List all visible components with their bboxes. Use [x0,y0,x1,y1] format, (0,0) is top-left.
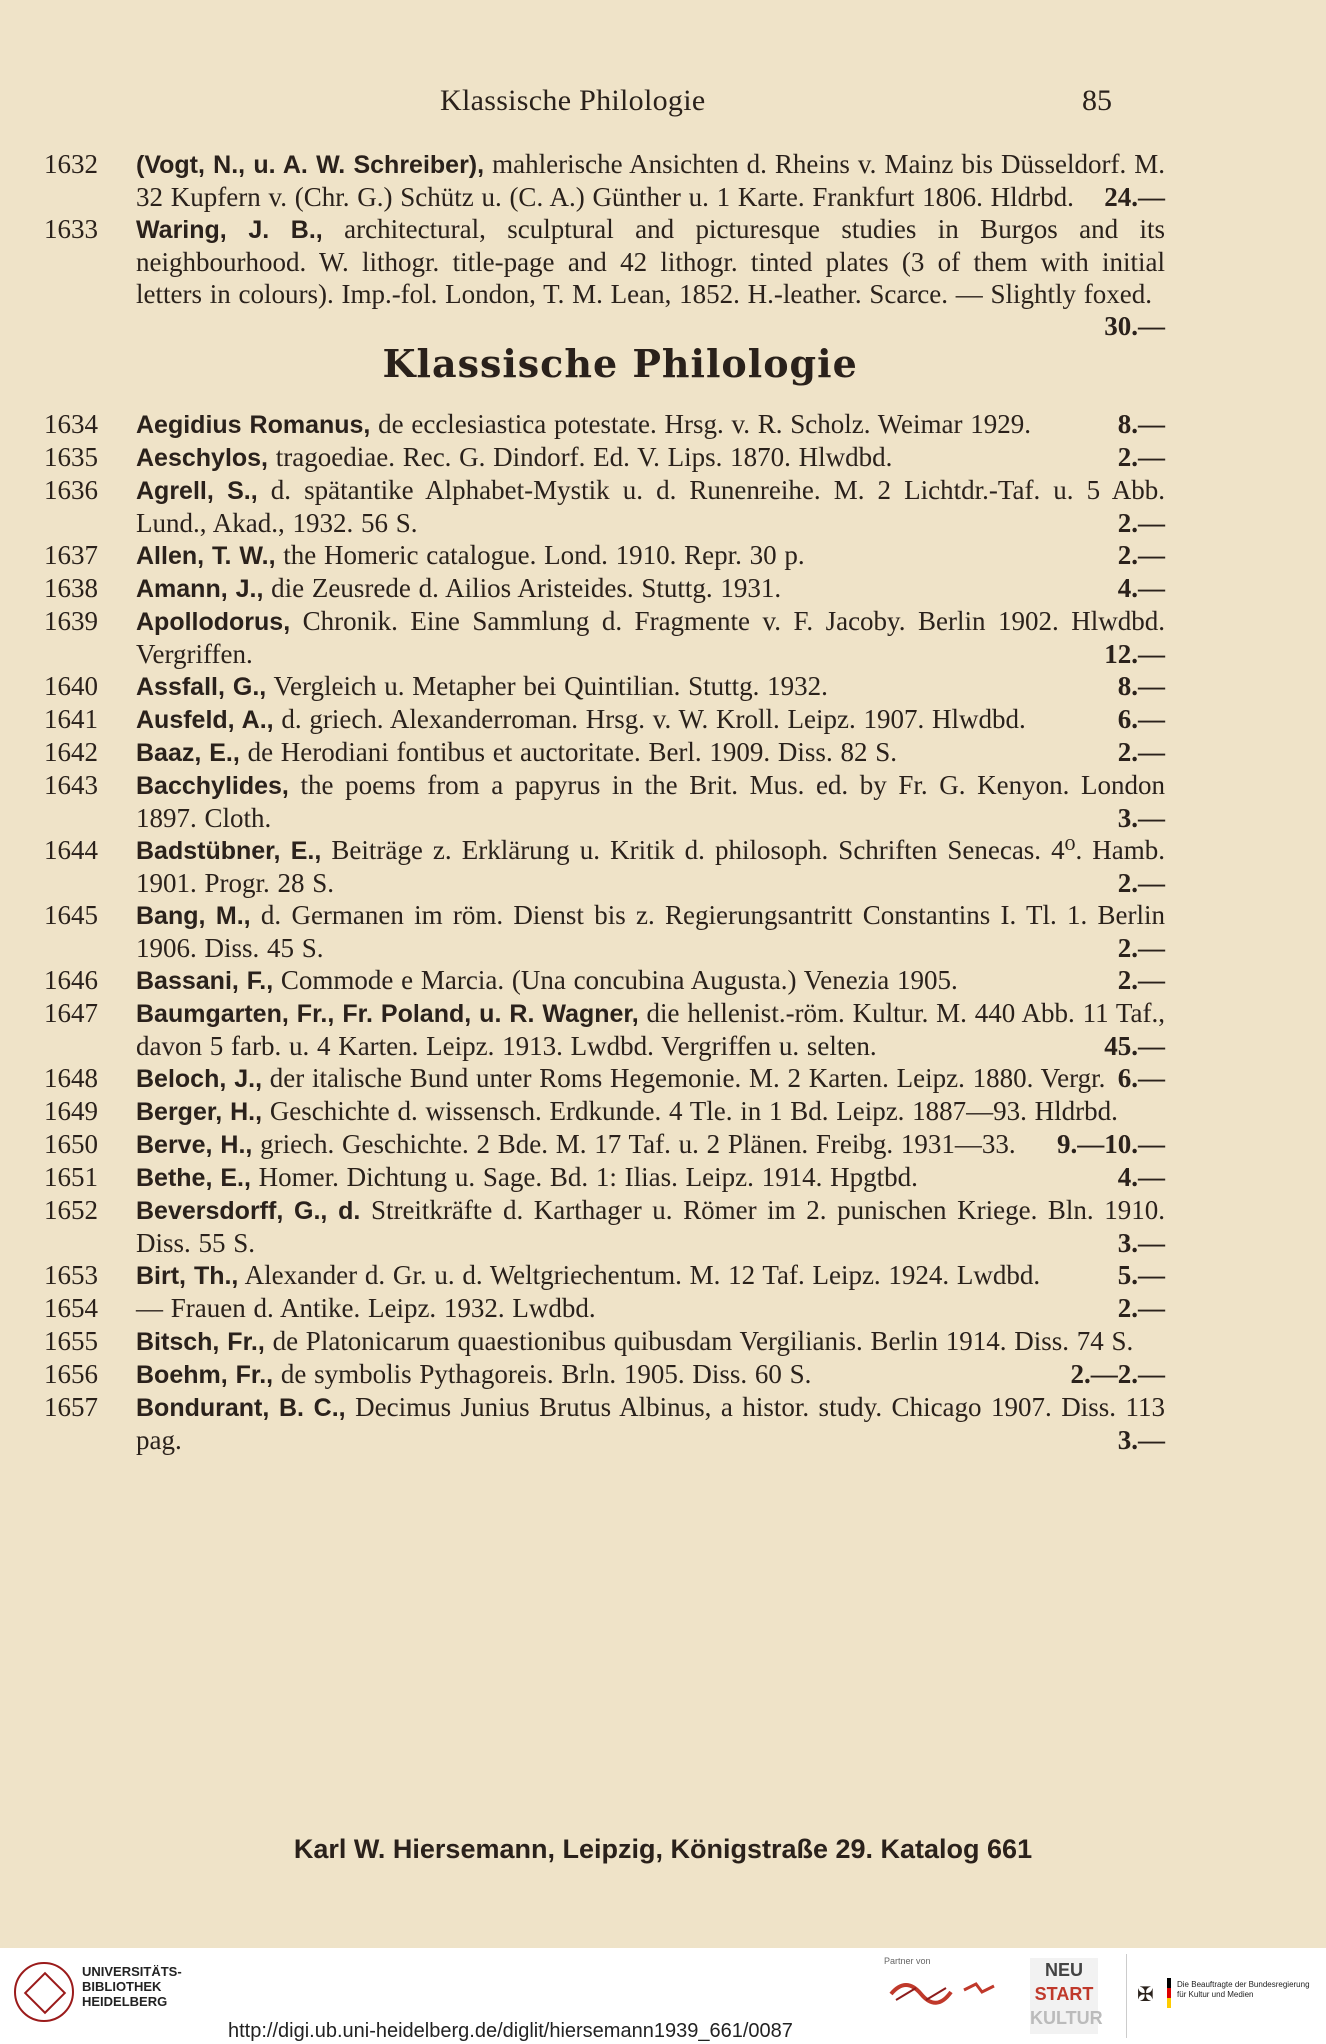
catalog-entry [44,899,1166,964]
neustart-line: NEU [1044,1960,1083,1980]
catalog-entry [44,1161,1165,1194]
entry-author: Berve, H., [136,1131,253,1159]
entry-author: Apollodorus, [136,608,291,636]
entry-author: Bassani, F., [136,967,274,995]
entry-price: 8.— [1117,671,1165,701]
partner-label: Partner von [884,1956,931,1966]
entry-author: Badstübner, E., [136,837,322,865]
entry-price: 3.— [1117,1228,1165,1258]
catalog-entry [44,213,1166,341]
publisher-footer: Karl W. Hiersemann, Leipzig, Königstraße 29. Katalog 661 [293,1834,1033,1864]
catalog-entry [44,572,1165,605]
entry-price: 10.— [1104,1129,1165,1159]
entry-number: 1651 [44,1162,98,1192]
entry-text: — Frauen d. Antike. Leipz. 1932. Lwdbd. [136,1293,596,1323]
entry-number: 1656 [44,1359,98,1389]
running-head-title: Klassische Philologie [440,84,706,117]
entry-number: 1655 [44,1326,98,1356]
catalog-entry [44,769,1165,834]
entry-body [136,899,1165,964]
entry-text: Homer. Dichtung u. Sage. Bd. 1: Ilias. Leipz. 1914. Hpgtbd. [258,1162,918,1192]
entry-price: 4.— [1117,1162,1165,1192]
entry-body [136,769,1165,834]
entry-text: de symbolis Pythagoreis. Brln. 1905. Diss. 60 S. [280,1359,812,1389]
entry-number: 1634 [44,409,98,439]
entry-author: Bang, M., [136,902,251,930]
entry-number: 1657 [44,1392,98,1422]
entry-number: 1635 [44,442,98,472]
entry-text: die Zeusrede d. Ailios Aristeides. Stuttg. 1931. [271,573,782,603]
section-title: Klassische Philologie [382,341,858,386]
catalog-entry [44,997,1166,1062]
entry-author: Bondurant, B. C., [136,1394,346,1422]
entry-text: die hellenist.-röm. Kultur. M. 440 Abb. 11 Taf., davon 5 farb. u. 4 Karten. Leipz. 1913. Lwdbd. Vergriffen u. selten. [136,998,1166,1061]
entry-number: 1653 [44,1260,98,1290]
entry-body [136,736,1165,769]
entry-body [136,213,1166,341]
neustart-kultur-logo[interactable] [1030,1958,1103,2034]
entry-text: Beiträge z. Erklärung u. Kritik d. philosoph. Schriften Senecas. 4⁰. Hamb. 1901. Progr. 28 S. [136,835,1166,898]
entry-price: 2.— [1117,442,1165,472]
entry-author: Boehm, Fr., [136,1361,274,1389]
entry-text: Streitkräfte d. Karthager u. Römer im 2. punischen Kriege. Bln. 1910. Diss. 55 S. [136,1195,1165,1258]
entry-body [136,964,1165,997]
entry-author: Beloch, J., [136,1065,263,1093]
entry-price: 4.— [1117,573,1165,603]
entry-text: tragoediae. Rec. G. Dindorf. Ed. V. Lips. 1870. Hlwdbd. [275,442,893,472]
entry-text: griech. Geschichte. 2 Bde. M. 17 Taf. u. 2 Plänen. Freibg. 1931—33. [260,1129,1016,1159]
entry-text: Chronik. Eine Sammlung d. Fragmente v. F. Jacoby. Berlin 1902. Hlwdbd. Vergriffen. [136,606,1165,669]
entry-author: Bethe, E., [136,1164,251,1192]
entry-number: 1647 [44,998,98,1028]
catalog-entry [44,148,1166,213]
entry-author: Waring, J. B., [136,216,323,244]
catalog-entry [44,1194,1165,1259]
german-flag-icon [1167,1978,1171,2008]
catalog-entry [44,703,1165,736]
entry-text: d. Germanen im röm. Dienst bis z. Regierungsantritt Constantins I. Tl. 1. Berlin 1906. Diss. 45 S. [136,900,1166,963]
entry-number: 1650 [44,1129,98,1159]
entry-body [136,1292,1165,1325]
catalog-entry [44,1292,1165,1325]
entry-body [136,441,1165,474]
entry-body [136,1259,1165,1292]
entry-text: de Herodiani fontibus et auctoritate. Berl. 1909. Diss. 82 S. [247,737,897,767]
catalog-entry [44,1259,1165,1292]
entry-number: 1645 [44,900,98,930]
entry-number: 1644 [44,835,98,865]
entry-text: architectural, sculptural and picturesque studies in Burgos and its neighbourhood. W. lithogr. title-page and 42 lithogr. tinted plates (3 of them with initial letters in colours). Imp.-fol. London, T. M. Lean, 1852. H.-leather. Scarce. — Slightly foxed. [136,214,1166,309]
entry-author: Birt, Th., [136,1262,239,1290]
entry-text: Alexander d. Gr. u. d. Weltgriechentum. M. 12 Taf. Leipz. 1924. Lwdbd. [244,1260,1041,1290]
entry-author: (Vogt, N., u. A. W. Schreiber), [136,151,485,179]
entry-price: 12.— [1104,639,1165,669]
entry-author: Ausfeld, A., [136,706,274,734]
federal-eagle-icon: ✠ [1137,1984,1154,2006]
entry-number: 1632 [44,149,98,179]
neustart-line: KULTUR [1030,2008,1103,2028]
entry-price: 3.— [1117,803,1165,833]
digital-library-bar [0,1948,1326,2044]
entry-author: Berger, H., [136,1098,263,1126]
entry-body [136,148,1165,213]
entry-price: 2.— [1117,1293,1165,1323]
entry-number: 1643 [44,770,98,800]
entry-number: 1641 [44,704,98,734]
entry-price: 2.— [1117,540,1165,570]
entry-body [136,605,1165,670]
entry-number: 1646 [44,965,98,995]
entry-body [136,572,1165,605]
entry-price: 6.— [1117,1063,1165,1093]
entry-body [136,1194,1165,1259]
entry-body [136,408,1165,441]
entry-price: 2.— [1117,868,1165,898]
entry-price: 45.— [1104,1031,1165,1061]
entry-text: mahlerische Ansichten d. Rheins v. Mainz bis Düsseldorf. M. 32 Kupfern v. (Chr. G.) Schütz u. (C. A.) Günther u. 1 Karte. Frankfurt 1806. Hldrbd. [136,149,1166,212]
entry-number: 1638 [44,573,98,603]
entry-price: 2.— [1117,508,1165,538]
page-number: 85 [1082,84,1112,117]
entry-number: 1654 [44,1293,98,1323]
library-line: HEIDELBERG [82,1994,168,2009]
library-line: UNIVERSITÄTS- [82,1964,182,1979]
entry-author: Bitsch, Fr., [136,1328,265,1356]
entry-price: 5.— [1117,1260,1165,1290]
entry-author: Bacchylides, [136,772,289,800]
entry-price: 2.— [1117,737,1165,767]
entry-body [136,1161,1165,1194]
entry-body [136,1062,1165,1095]
university-library-logo-icon[interactable] [14,1962,74,2022]
entry-author: Baumgarten, Fr., Fr. Poland, u. R. Wagner, [136,1000,639,1028]
catalog-entry [44,964,1165,997]
entry-price: 30.— [1104,311,1165,341]
entry-price: 6.— [1117,704,1165,734]
catalog-entry [44,1062,1165,1095]
library-line: BIBLIOTHEK [82,1979,162,1994]
entry-text: the poems from a papyrus in the Brit. Mus. ed. by Fr. G. Kenyon. London 1897. Cloth. [136,770,1165,833]
entry-price: 3.— [1117,1425,1165,1455]
entry-text: the Homeric catalogue. Lond. 1910. Repr. 30 p. [283,540,805,570]
entry-author: Assfall, G., [136,673,267,701]
catalog-entry [44,441,1165,474]
catalog-entry [44,834,1166,899]
entry-number: 1649 [44,1096,98,1126]
entry-text: de ecclesiastica potestate. Hrsg. v. R. Scholz. Weimar 1929. [378,409,1032,439]
entry-author: Aegidius Romanus, [136,411,371,439]
entry-number: 1640 [44,671,98,701]
entry-text: Geschichte d. wissensch. Erdkunde. 4 Tle. in 1 Bd. Leipz. 1887—93. Hldrbd. [269,1096,1118,1126]
entry-text: d. spätantike Alphabet-Mystik u. d. Runenreihe. M. 2 Lichtdr.-Taf. u. 5 Abb. Lund., Akad., 1932. 56 S. [136,475,1165,538]
bkm-logo[interactable] [1126,1954,1323,2038]
entry-price: 9.— [1057,1129,1105,1159]
catalog-entries [44,148,1166,1456]
partner-bird-icon[interactable] [962,1978,996,2002]
entry-author: Baaz, E., [136,739,240,767]
deutsche-digitale-bibliothek-logo-icon[interactable] [886,1974,956,2014]
entry-number: 1637 [44,540,98,570]
entry-price: 8.— [1117,409,1165,439]
catalog-entry [44,408,1165,441]
entry-text: Decimus Junius Brutus Albinus, a histor. study. Chicago 1907. Diss. 113 pag. [136,1392,1166,1455]
entry-number: 1648 [44,1063,98,1093]
entry-price: 2.— [1070,1359,1118,1389]
entry-body [136,1358,1165,1391]
entry-price: 2.— [1117,965,1165,995]
entry-author: Allen, T. W., [136,542,276,570]
entry-body [136,834,1165,899]
entry-number: 1642 [44,737,98,767]
catalog-entry [44,539,1165,572]
entry-body [136,474,1165,539]
bkm-text: Die Beauftragte der Bundesregierung für Kultur und Medien [1177,1980,1310,1999]
entry-price: 2.— [1117,933,1165,963]
entry-price: 2.— [1117,1359,1165,1389]
entry-body [136,703,1165,736]
catalog-entry [44,736,1165,769]
entry-number: 1636 [44,475,98,505]
catalog-entry [44,474,1165,539]
entry-number: 1652 [44,1195,98,1225]
catalog-entry [44,1358,1124,1391]
permalink-url[interactable]: http://digi.ub.uni-heidelberg.de/diglit/hiersemann1939_661/0087 [228,2020,793,2042]
entry-body [136,539,1165,572]
entry-body [136,670,1165,703]
neustart-line: START [1034,1984,1094,2004]
entry-text: Vergleich u. Metapher bei Quintilian. Stuttg. 1932. [273,671,828,701]
entry-number: 1639 [44,606,98,636]
running-head [0,84,1326,124]
entry-author: Beversdorff, G., d. [136,1197,361,1225]
catalog-entry [44,1391,1166,1456]
catalog-entry [44,670,1165,703]
entry-author: Amann, J., [136,575,264,603]
entry-body [136,1128,1165,1161]
catalog-entry [44,1128,1124,1161]
catalog-entry [44,605,1165,670]
entry-author: Aeschylos, [136,444,269,472]
entry-text: der italische Bund unter Roms Hegemonie. M. 2 Karten. Leipz. 1880. Vergr. [269,1063,1106,1093]
entry-text: de Platonicarum quaestionibus quibusdam Vergilianis. Berlin 1914. Diss. 74 S. [272,1326,1134,1356]
university-library-name[interactable] [82,1964,182,2009]
entry-text: d. griech. Alexanderroman. Hrsg. v. W. Kroll. Leipz. 1907. Hlwdbd. [281,704,1026,734]
entry-author: Agrell, S., [136,477,258,505]
entry-body [136,997,1165,1062]
entry-text: Commode e Marcia. (Una concubina Augusta.) Venezia 1905. [280,965,958,995]
entry-price: 24.— [1104,182,1165,212]
entry-number: 1633 [44,214,98,244]
entry-body [136,1391,1165,1456]
